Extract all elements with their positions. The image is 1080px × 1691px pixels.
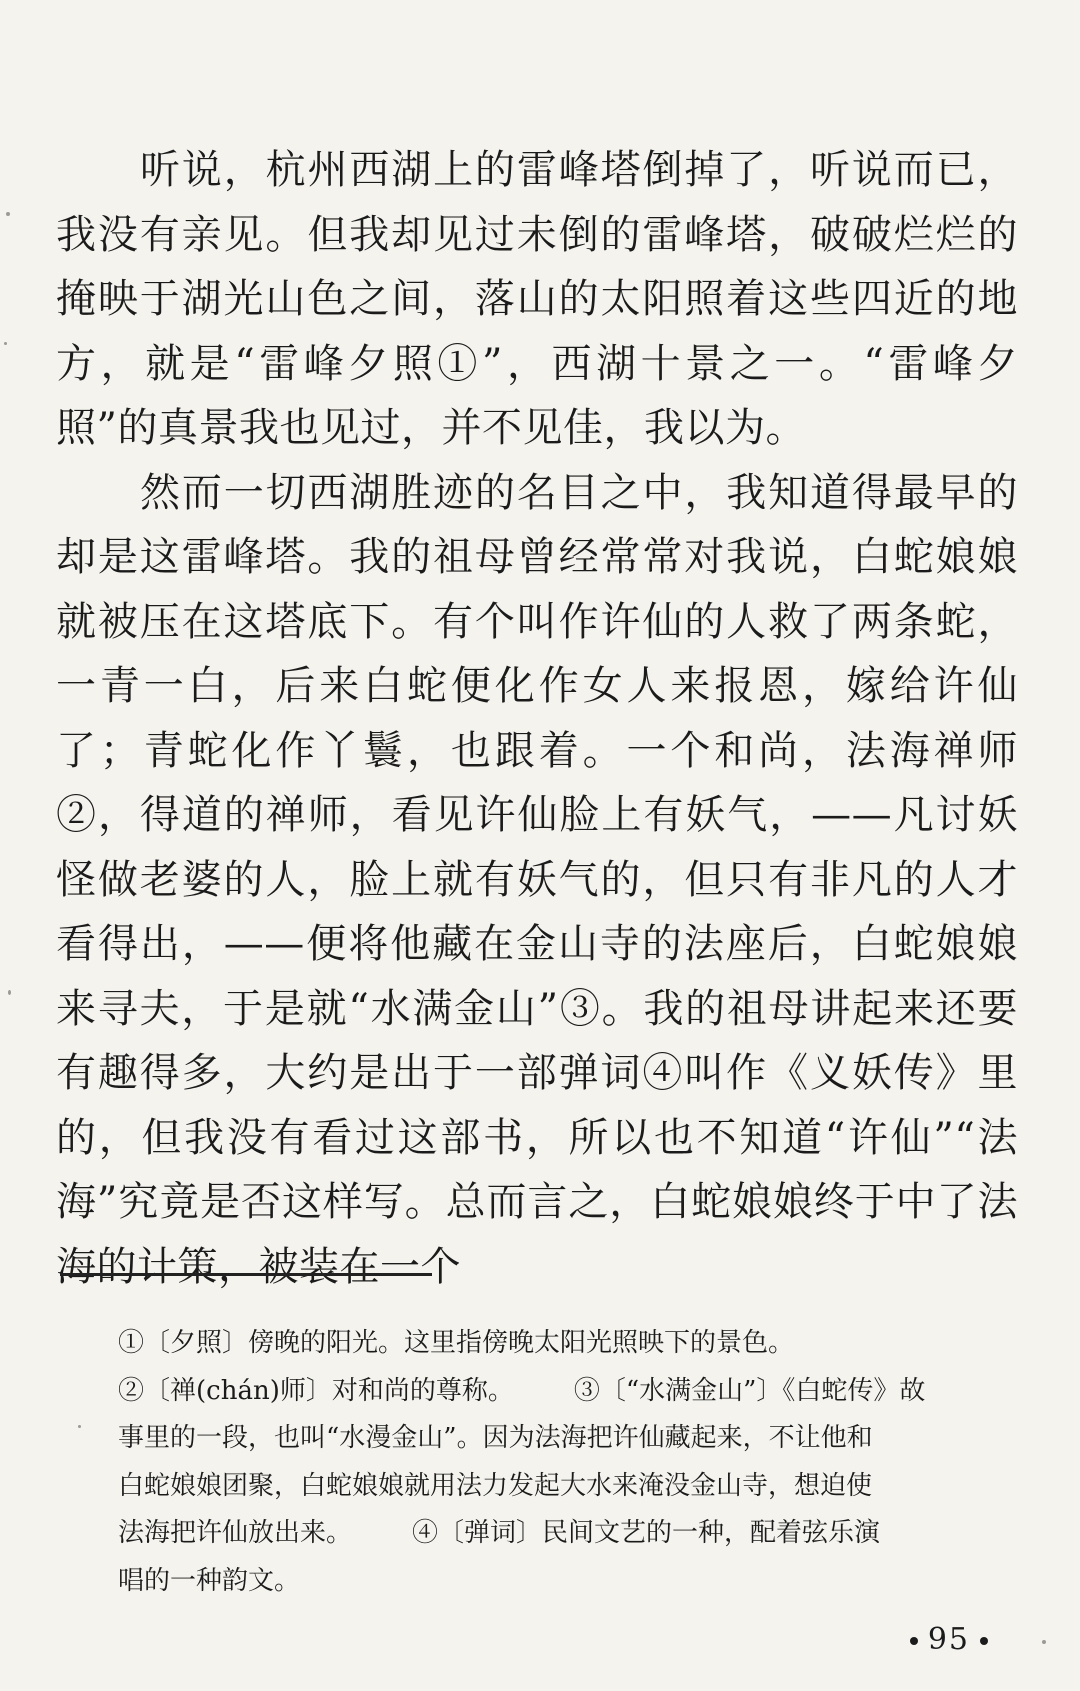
bullet-dot-icon (910, 1637, 918, 1645)
paragraph-2: 然而一切西湖胜迹的名目之中，我知道得最早的却是这雷峰塔。我的祖母曾经常常对我说，白蛇娘娘就被压在这塔底下。有个叫作许仙的人救了两条蛇，一青一白，后来白蛇便化作女人来报恩，嫁给许仙了；青蛇化作丫鬟，也跟着。一个和尚，法海禅师②，得道的禅师，看见许仙脸上有妖气，——凡讨妖怪做老婆的人，脸上就有妖气的，但只有非凡的人才看得出，——便将他藏在金山寺的法座后，白蛇娘娘来寻夫，于是就“水满金山”③。我的祖母讲起来还要有趣得多，大约是出于一部弹词④叫作《义妖传》里的，但我没有看过这部书，所以也不知道“许仙”“法海”究竟是否这样写。总而言之，白蛇娘娘终于中了法海的计策，被装在一个 (56, 469, 1018, 1290)
page-number (900, 1622, 998, 1657)
bullet-dot-icon (980, 1637, 988, 1645)
footnote-4-end: 唱的一种韵文。 (118, 1565, 301, 1596)
footnote-line (118, 1320, 1018, 1368)
main-text (56, 138, 1018, 1299)
footnote-3-cont: 事里的一段，也叫“水漫金山”。因为法海把许仙藏起来，不让他和 (118, 1423, 873, 1453)
scan-speck (1042, 1640, 1046, 1644)
paragraph-1: 听说，杭州西湖上的雷峰塔倒掉了，听说而已，我没有亲见。但我却见过未倒的雷峰塔，破破烂烂的掩映于湖光山色之间，落山的太阳照着这些四近的地方，就是“雷峰夕照①”，西湖十景之一。“雷峰夕照”的真景我也见过，并不见佳，我以为。 (56, 147, 1018, 451)
footnote-line (118, 1558, 1018, 1606)
footnote-divider (60, 1273, 432, 1276)
scan-speck (6, 212, 10, 216)
footnote-3-end: 法海把许仙放出来。 (118, 1518, 353, 1548)
footnote-line (118, 1463, 1018, 1511)
footnote-line (118, 1368, 1018, 1416)
scan-speck (8, 990, 11, 995)
scan-speck (4, 342, 7, 345)
footnote-3-cont: 白蛇娘娘团聚，白蛇娘娘就用法力发起大水来淹没金山寺，想迫使 (118, 1470, 873, 1501)
footnote-2: ②〔禅(chán)师〕对和尚的尊称。 (118, 1375, 514, 1406)
footnote-3-start: ③〔“水满金山”〕《白蛇传》故 (573, 1375, 926, 1406)
scan-speck (78, 1425, 81, 1428)
footnotes (118, 1320, 1018, 1605)
page-number-text: 95 (927, 1622, 970, 1657)
footnote-line (118, 1510, 1018, 1558)
footnote-line (118, 1415, 1018, 1463)
footnote-1: ①〔夕照〕傍晚的阳光。这里指傍晚太阳光照映下的景色。 (118, 1328, 795, 1358)
footnote-4-start: ④〔弹词〕民间文艺的一种，配着弦乐演 (412, 1518, 881, 1548)
